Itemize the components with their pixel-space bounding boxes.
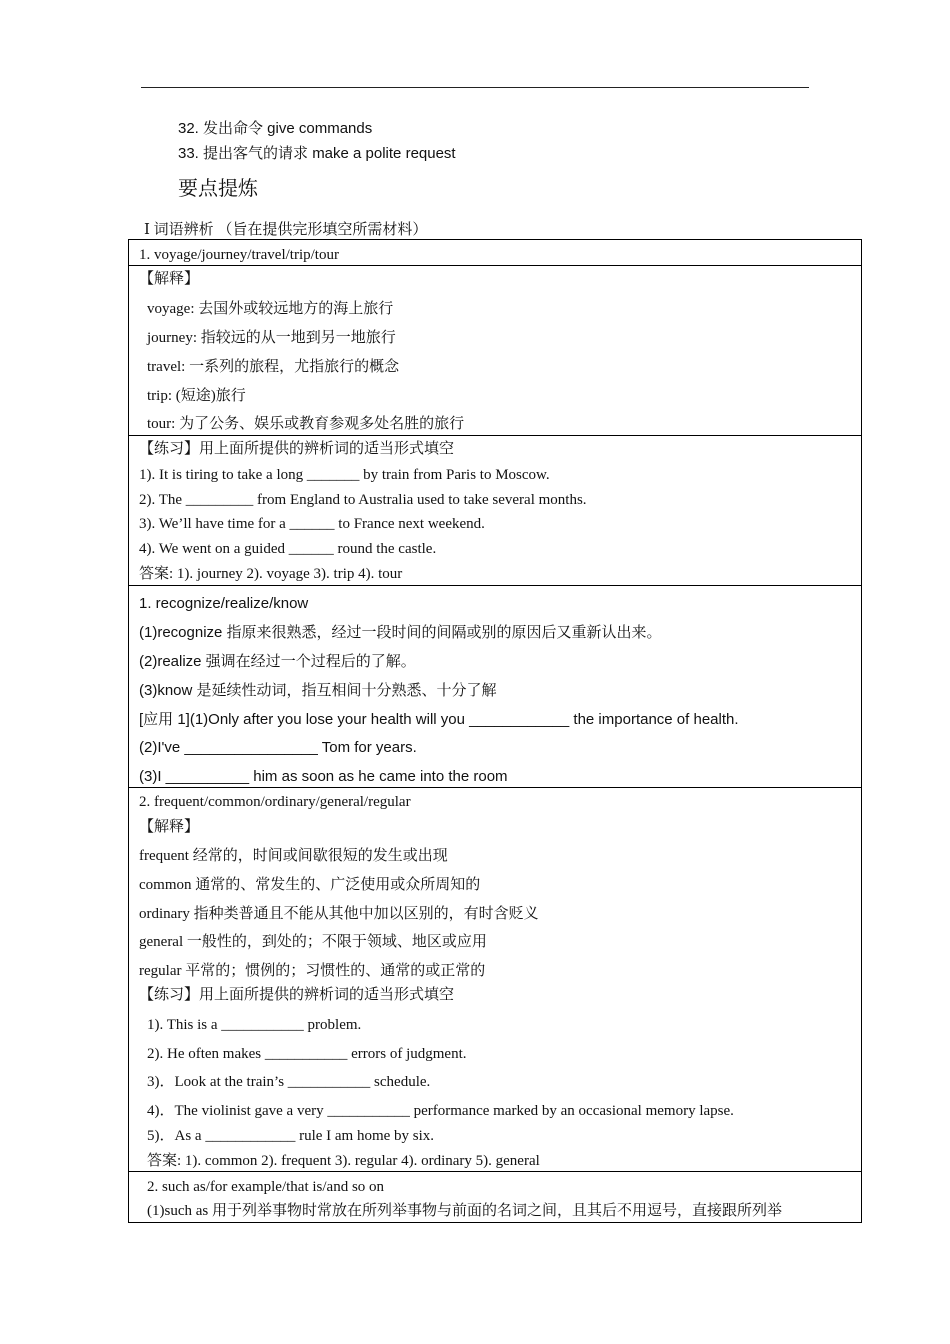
- block1-explain-label: 【解释】: [139, 271, 200, 287]
- list-item-32: 32. 发出命令 give commands: [178, 120, 373, 137]
- exercise-item-1: 1). It is tiring to take a long _______ by train from Paris to Moscow.: [139, 467, 550, 483]
- exercise-item-3: 3). We’ll have time for a ______ to France next weekend.: [139, 516, 485, 532]
- definition-common: common 通常的、常发生的、广泛使用或众所周知的: [139, 877, 481, 893]
- practice-item-5: 5)．As a ____________ rule I am home by six.: [147, 1128, 435, 1144]
- block2-title: 【练习】用上面所提供的辨析词的适当形式填空: [139, 441, 455, 457]
- practice-item-4: 4)．The violinist gave a very ___________ performance marked by an occasional memory lapse.: [147, 1103, 734, 1119]
- block1-title: 1. voyage/journey/travel/trip/tour: [139, 247, 339, 263]
- row-divider: [129, 787, 861, 788]
- list-item-33: 33. 提出客气的请求 make a polite request: [178, 145, 456, 162]
- block2-answer: 答案: 1). journey 2). voyage 3). trip 4). tour: [139, 566, 403, 582]
- definition-journey: journey: 指较远的从一地到另一地旅行: [147, 330, 396, 346]
- row-divider: [129, 1171, 861, 1172]
- block4-answer: 答案: 1). common 2). frequent 3). regular 4). ordinary 5). general: [147, 1153, 540, 1169]
- block3-item-recognize: (1)recognize 指原来很熟悉，经过一段时间的间隔或别的原因后又重新认出来。: [139, 624, 662, 641]
- definition-trip: trip: (短途)旅行: [147, 388, 246, 404]
- block4-explain-label: 【解释】: [139, 819, 200, 835]
- row-divider: [129, 435, 861, 436]
- section-title: Ⅰ 词语辨析 （旨在提供完形填空所需材料）: [144, 222, 428, 238]
- block3-application-2: (2)I've ________________ Tom for years.: [139, 739, 417, 756]
- exercise-item-2: 2). The _________ from England to Australia used to take several months.: [139, 492, 587, 508]
- definition-travel: travel: 一系列的旅程，尤指旅行的概念: [147, 359, 400, 375]
- block4-title: 2. frequent/common/ordinary/general/regular: [139, 794, 411, 810]
- block5-title: 2. such as/for example/that is/and so on: [147, 1179, 385, 1195]
- definition-ordinary: ordinary 指种类普通且不能从其他中加以区别的，有时含贬义: [139, 906, 539, 922]
- definition-frequent: frequent 经常的，时间或间歇很短的发生或出现: [139, 848, 448, 864]
- practice-item-1: 1). This is a ___________ problem.: [147, 1017, 362, 1033]
- block3-item-realize: (2)realize 强调在经过一个过程后的了解。: [139, 653, 416, 670]
- definition-regular: regular 平常的；惯例的；习惯性的、通常的或正常的: [139, 963, 486, 979]
- block3-application-1: [应用 1](1)Only after you lose your health will you ____________ the importance of health.: [139, 711, 739, 728]
- block3-item-know: (3)know 是延续性动词，指互相间十分熟悉、十分了解: [139, 682, 497, 699]
- section-heading: 要点提炼: [178, 176, 258, 200]
- practice-item-2: 2). He often makes ___________ errors of judgment.: [147, 1046, 467, 1062]
- definition-general: general 一般性的，到处的；不限于领域、地区或应用: [139, 934, 487, 950]
- vocab-table: [128, 239, 862, 1223]
- block5-line-1: (1)such as 用于列举事物时常放在所列举事物与前面的名词之间，且其后不用逗号，直接跟所列举: [147, 1203, 782, 1219]
- block3-title: 1. recognize/realize/know: [139, 595, 309, 612]
- practice-item-3: 3)．Look at the train’s ___________ schedule.: [147, 1074, 431, 1090]
- row-divider: [129, 265, 861, 266]
- definition-tour: tour: 为了公务、娱乐或教育参观多处名胜的旅行: [147, 416, 465, 432]
- row-divider: [129, 585, 861, 586]
- exercise-item-4: 4). We went on a guided ______ round the castle.: [139, 541, 437, 557]
- header-rule: [141, 87, 809, 88]
- definition-voyage: voyage: 去国外或较远地方的海上旅行: [147, 301, 394, 317]
- block3-application-3: (3)I __________ him as soon as he came into the room: [139, 768, 508, 785]
- block4-practice-label: 【练习】用上面所提供的辨析词的适当形式填空: [139, 987, 455, 1003]
